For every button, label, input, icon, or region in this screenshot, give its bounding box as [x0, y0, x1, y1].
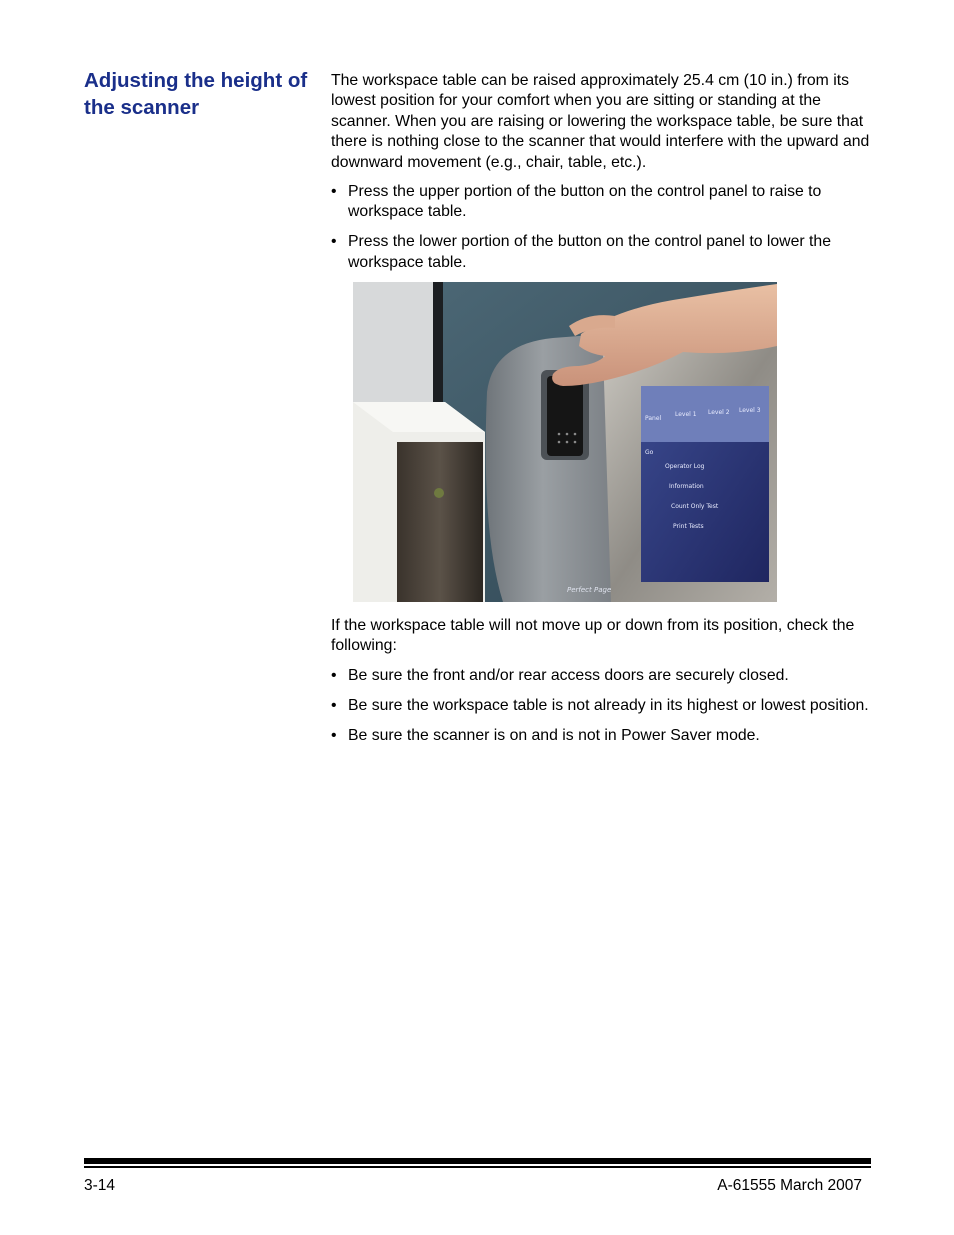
screen-label-go: Go: [645, 449, 654, 456]
screen-label-print-tests: Print Tests: [673, 523, 704, 530]
bullet-symbol: •: [331, 183, 337, 201]
list-item-text: Be sure the front and/or rear access doors are securely closed.: [348, 666, 789, 684]
screen-label-level-2: Level 2: [708, 409, 730, 416]
troubleshoot-column: [331, 616, 876, 756]
document-reference: A-61555 March 2007: [717, 1177, 862, 1194]
photo-illustration: [353, 282, 777, 602]
screen-label-panel: Panel: [645, 415, 662, 422]
section-heading: Adjusting the height of the scanner: [84, 69, 308, 119]
list-item: [331, 232, 876, 273]
list-item-text: Be sure the scanner is on and is not in Power Saver mode.: [348, 726, 760, 744]
page-number: 3-14: [84, 1177, 116, 1194]
intro-paragraph: The workspace table can be raised approximately 25.4 cm (10 in.) from its lowest position for your comfort when you are sitting or standing at the scanner. When you are raising or lowering the workspace table, be sure that there is nothing close to the scanner that would interfere with the upward and downward movement (e.g., chair, table, etc.).: [331, 72, 870, 171]
screen-label-count-only-test: Count Only Test: [671, 503, 719, 510]
list-item: [331, 666, 876, 686]
scanner-control-panel-photo: [353, 282, 777, 602]
list-item: [331, 182, 876, 223]
list-item-text: Press the lower portion of the button on the control panel to lower the workspace table.: [348, 233, 831, 271]
bullet-symbol: •: [331, 726, 337, 744]
bullet-symbol: •: [331, 666, 337, 684]
troubleshoot-list: [331, 666, 876, 746]
screen-label-level-3: Level 3: [739, 407, 761, 414]
screen-label-level-1: Level 1: [675, 411, 697, 418]
bullet-symbol: •: [331, 233, 337, 251]
list-item: [331, 696, 876, 716]
button-instructions-list: [331, 182, 876, 273]
footer-rule-thin: [84, 1166, 871, 1168]
screen-label-information: Information: [669, 483, 704, 490]
body-column: [331, 71, 876, 283]
footer-rule: [84, 1158, 871, 1164]
list-item: [331, 726, 876, 746]
screen-label-operator-log: Operator Log: [665, 463, 705, 470]
list-item-text: Press the upper portion of the button on the control panel to raise to workspace table.: [348, 183, 822, 221]
troubleshoot-intro: If the workspace table will not move up or down from its position, check the following:: [331, 617, 855, 655]
list-item-text: Be sure the workspace table is not already in its highest or lowest position.: [348, 696, 869, 714]
bullet-symbol: •: [331, 696, 337, 714]
brand-logo-text: Perfect Page: [567, 586, 612, 594]
